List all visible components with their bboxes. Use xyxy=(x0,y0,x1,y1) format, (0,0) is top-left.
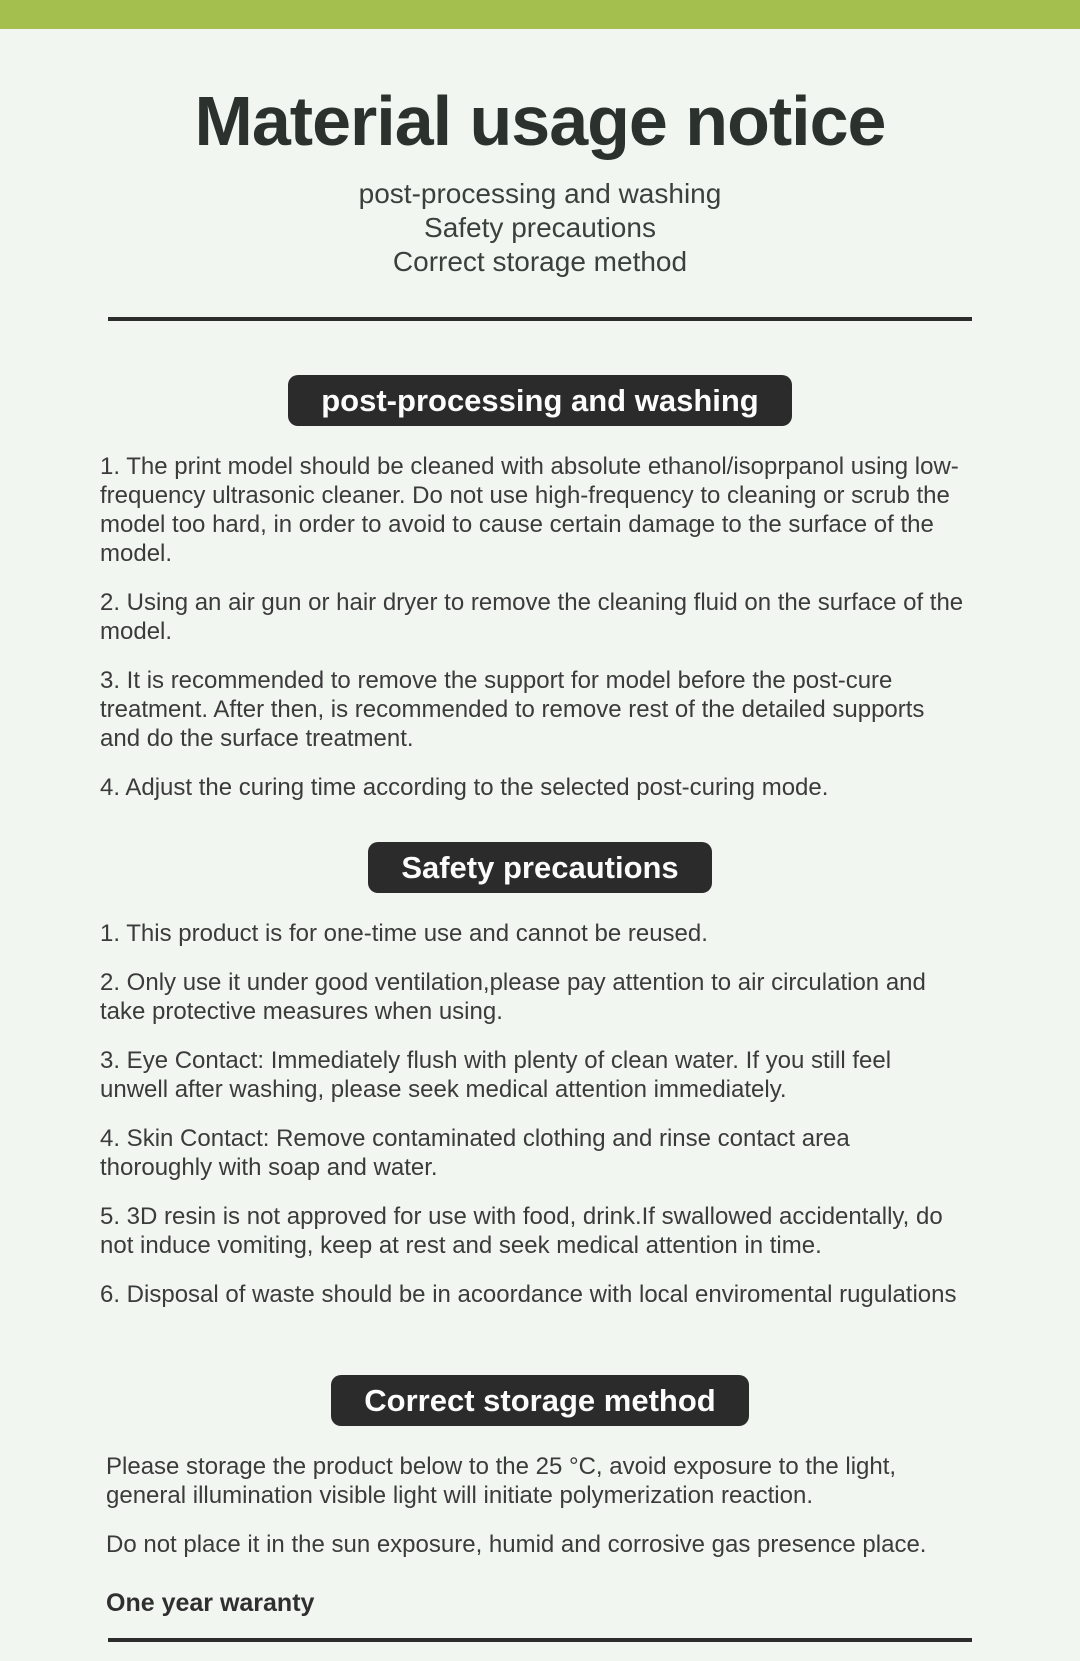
warranty-note: One year waranty xyxy=(106,1589,315,1617)
header-divider xyxy=(108,317,972,321)
paragraph-postprocessing-1: 1. The print model should be cleaned with absolute ethanol/isoprpanol using low-frequency ultrasonic cleaner. Do not use high-frequency to cleaning or scrub the model too hard, in order to avoid to cause certain damage to the surface of the model. xyxy=(100,453,959,567)
paragraph-postprocessing-2: 2. Using an air gun or hair dryer to remove the cleaning fluid on the surface of the model. xyxy=(100,589,964,645)
paragraph-safety-6: 6. Disposal of waste should be in acoordance with local enviromental rugulations xyxy=(100,1281,957,1308)
subtitle-line-3: Correct storage method xyxy=(392,246,688,277)
section-heading-badge-storage: Correct storage method xyxy=(331,1375,748,1426)
section-postprocessing xyxy=(100,375,980,426)
paragraph-storage-1: Please storage the product below to the 25 °C, avoid exposure to the light, general illumination visible light will initiate polymerization reaction. xyxy=(106,1453,897,1509)
section-heading-badge-postprocessing: post-processing and washing xyxy=(288,375,792,426)
paragraph-safety-5: 5. 3D resin is not approved for use with food, drink.If swallowed accidentally, do not induce vomiting, keep at rest and seek medical attention in time. xyxy=(100,1203,943,1259)
section-storage-heading-row xyxy=(100,1375,980,1426)
section-heading-badge-safety: Safety precautions xyxy=(368,842,711,893)
section-storage xyxy=(100,1375,980,1618)
subtitle-line-1: post-processing and washing xyxy=(358,178,722,209)
page-title: Material usage notice xyxy=(194,82,886,160)
subtitle-line-2: Safety precautions xyxy=(424,212,656,243)
footer-divider xyxy=(108,1638,972,1642)
paragraph-safety-3: 3. Eye Contact: Immediately flush with plenty of clean water. If you still feel unwell after washing, please seek medical attention immediately. xyxy=(100,1047,892,1103)
paragraph-storage-2: Do not place it in the sun exposure, humid and corrosive gas presence place. xyxy=(106,1531,927,1558)
top-accent-bar xyxy=(0,0,1080,29)
document-body xyxy=(0,375,1080,1618)
paragraph-postprocessing-3: 3. It is recommended to remove the support for model before the post-cure treatment. After then, is recommended to remove rest of the detailed supports and do the surface treatment. xyxy=(100,667,925,752)
subtitle-block xyxy=(0,177,1080,279)
paragraph-postprocessing-4: 4. Adjust the curing time according to the selected post-curing mode. xyxy=(100,774,829,801)
section-safety xyxy=(100,842,980,893)
paragraph-safety-4: 4. Skin Contact: Remove contaminated clothing and rinse contact area thoroughly with soap and water. xyxy=(100,1125,850,1181)
paragraph-safety-2: 2. Only use it under good ventilation,please pay attention to air circulation and take protective measures when using. xyxy=(100,969,926,1025)
paragraph-safety-1: 1. This product is for one-time use and cannot be reused. xyxy=(100,920,708,947)
